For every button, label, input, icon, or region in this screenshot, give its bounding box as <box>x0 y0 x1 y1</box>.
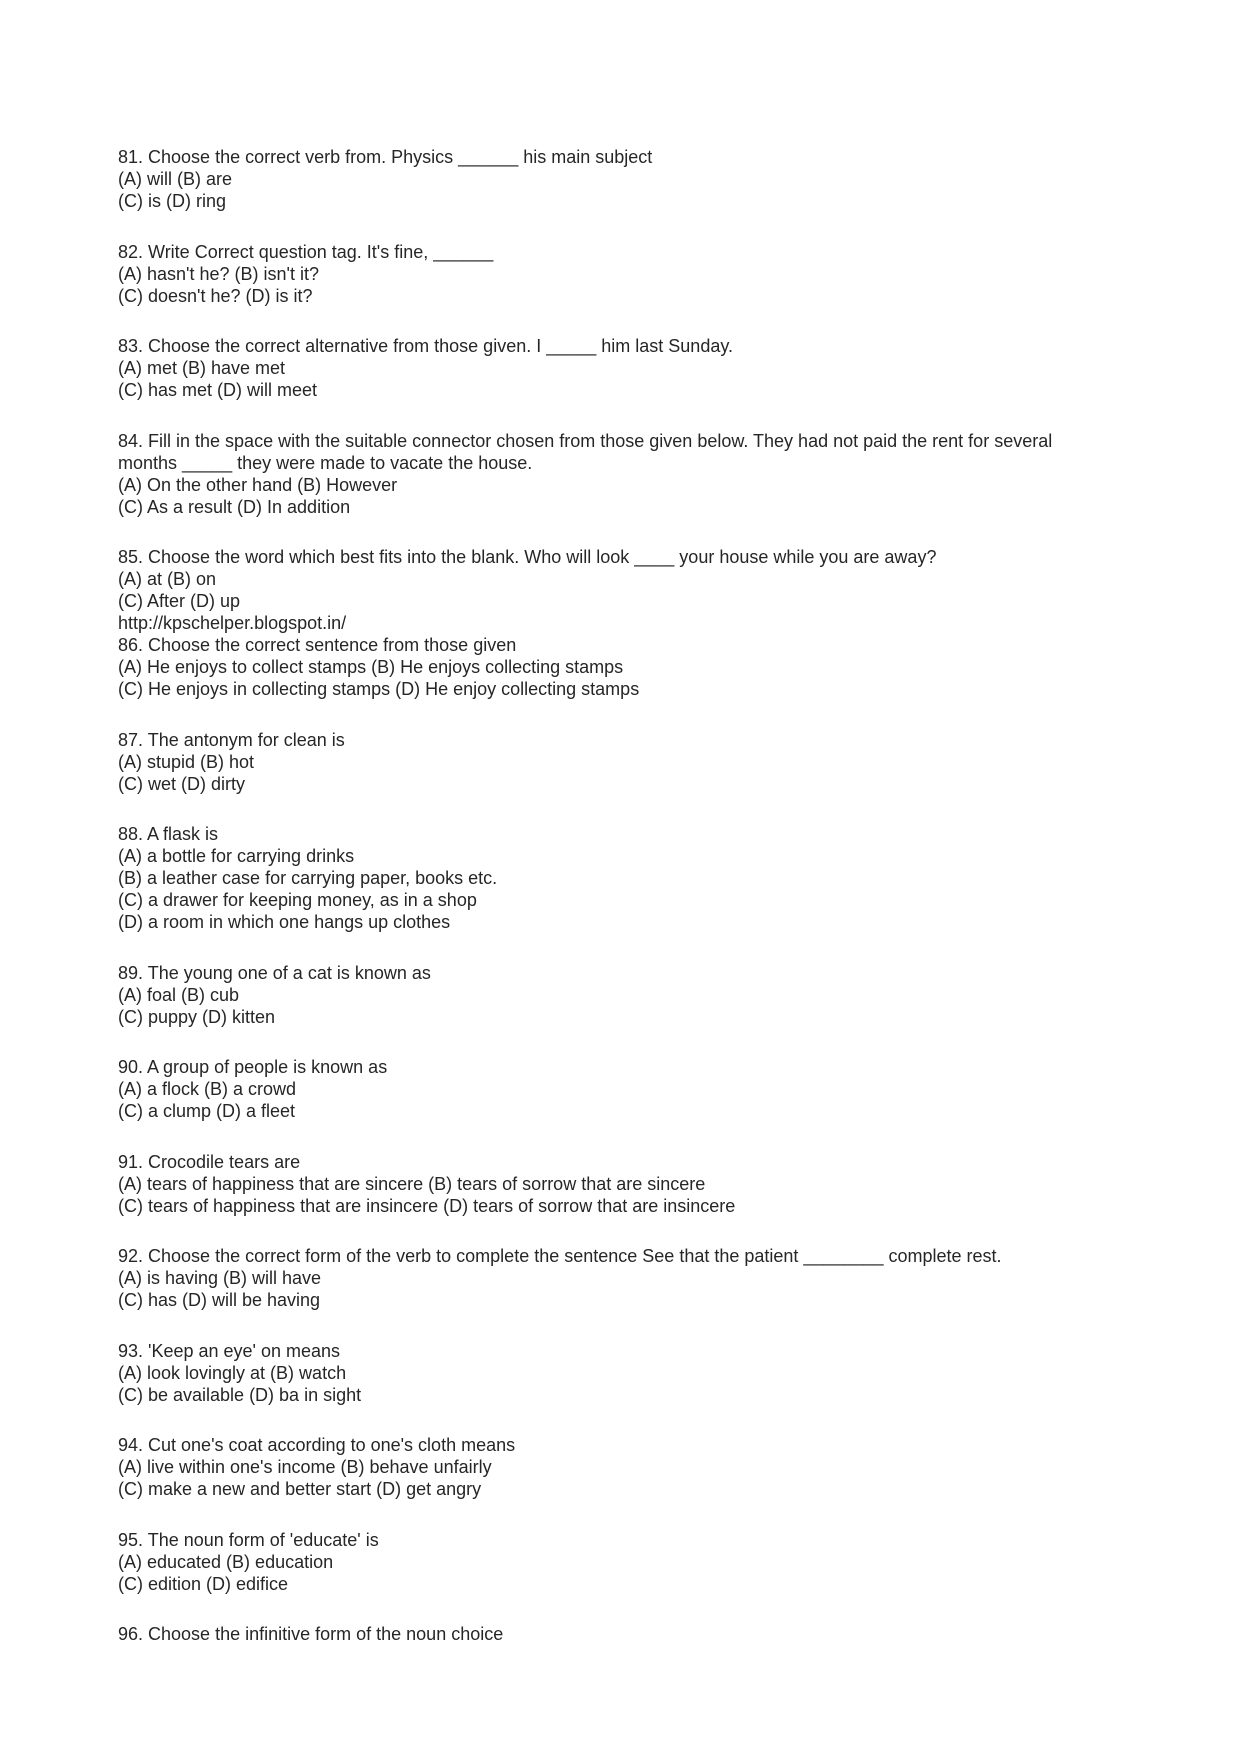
question-text: 86. Choose the correct sentence from those given <box>118 635 517 655</box>
question-block <box>118 1151 1108 1217</box>
question-block <box>118 823 1108 933</box>
answer-options: (C) has (D) will be having <box>118 1290 321 1310</box>
question-text: 87. The antonym for clean is <box>118 729 345 750</box>
question-text: 83. Choose the correct alternative from those given. I _____ him last Sunday. <box>118 336 734 356</box>
answer-options: (C) a drawer for keeping money, as in a shop <box>118 890 477 910</box>
answer-options: (A) met (B) have met <box>118 358 286 378</box>
question-block <box>118 1529 1108 1595</box>
document-page <box>118 146 1108 1674</box>
source-url-link[interactable]: http://kpschelper.blogspot.in/ <box>118 613 347 633</box>
answer-options: (C) As a result (D) In addition <box>118 496 351 517</box>
question-block <box>118 546 1108 700</box>
answer-options: (A) educated (B) education <box>118 1551 334 1572</box>
question-block <box>118 1056 1108 1122</box>
question-text: 85. Choose the word which best fits into the blank. Who will look ____ your house while you are away? <box>118 547 937 567</box>
answer-options: (A) tears of happiness that are sincere (B) tears of sorrow that are sincere <box>118 1173 706 1194</box>
answer-options: (C) He enjoys in collecting stamps (D) He enjoy collecting stamps <box>118 679 640 699</box>
question-block <box>118 241 1108 307</box>
question-text: 94. Cut one's coat according to one's cloth means <box>118 1435 516 1455</box>
answer-options: (A) will (B) are <box>118 169 233 189</box>
question-text: 93. 'Keep an eye' on means <box>118 1340 341 1361</box>
answer-options: (A) look lovingly at (B) watch <box>118 1362 347 1383</box>
answer-options: (C) be available (D) ba in sight <box>118 1384 362 1405</box>
question-text: 82. Write Correct question tag. It's fine, ______ <box>118 241 494 262</box>
question-text: 89. The young one of a cat is known as <box>118 962 431 983</box>
question-text: 90. A group of people is known as <box>118 1057 388 1077</box>
question-text: 88. A flask is <box>118 824 219 844</box>
question-text: 92. Choose the correct form of the verb to complete the sentence See that the patient ________ complete rest. <box>118 1246 1002 1266</box>
answer-options: (C) puppy (D) kitten <box>118 1006 276 1027</box>
question-block <box>118 1623 1108 1645</box>
answer-options: (A) On the other hand (B) However <box>118 474 398 495</box>
question-block <box>118 430 1108 518</box>
question-block <box>118 1340 1108 1406</box>
answer-options: (C) doesn't he? (D) is it? <box>118 285 313 306</box>
answer-options: (A) He enjoys to collect stamps (B) He enjoys collecting stamps <box>118 657 624 677</box>
question-text: 96. Choose the infinitive form of the noun choice <box>118 1624 504 1644</box>
answer-options: (A) a flock (B) a crowd <box>118 1079 297 1099</box>
answer-options: (C) After (D) up <box>118 591 241 611</box>
answer-options: (C) is (D) ring <box>118 191 226 211</box>
answer-options: (C) edition (D) edifice <box>118 1573 289 1594</box>
answer-options: (A) stupid (B) hot <box>118 751 255 772</box>
answer-options: (B) a leather case for carrying paper, books etc. <box>118 868 498 888</box>
answer-options: (A) a bottle for carrying drinks <box>118 846 355 866</box>
answer-options: (C) tears of happiness that are insincere (D) tears of sorrow that are insincere <box>118 1195 736 1216</box>
question-text: 91. Crocodile tears are <box>118 1151 301 1172</box>
answer-options: (A) foal (B) cub <box>118 984 240 1005</box>
question-text: 81. Choose the correct verb from. Physics ______ his main subject <box>118 147 653 167</box>
answer-options: (C) has met (D) will meet <box>118 380 318 400</box>
answer-options: (A) at (B) on <box>118 569 217 589</box>
question-block <box>118 1245 1108 1311</box>
answer-options: (D) a room in which one hangs up clothes <box>118 912 451 932</box>
answer-options: (C) a clump (D) a fleet <box>118 1101 296 1121</box>
question-block <box>118 729 1108 795</box>
question-block <box>118 962 1108 1028</box>
question-block <box>118 146 1108 212</box>
answer-options: (A) live within one's income (B) behave unfairly <box>118 1457 492 1477</box>
question-block <box>118 1434 1108 1500</box>
answer-options: (C) wet (D) dirty <box>118 773 245 794</box>
question-text: 84. Fill in the space with the suitable connector chosen from those given below. They had not paid the rent for several months _____ they were made to vacate the house. <box>118 430 1053 473</box>
question-text: 95. The noun form of 'educate' is <box>118 1529 379 1550</box>
question-block <box>118 335 1108 401</box>
answer-options: (A) hasn't he? (B) isn't it? <box>118 263 319 284</box>
answer-options: (A) is having (B) will have <box>118 1268 322 1288</box>
answer-options: (C) make a new and better start (D) get angry <box>118 1479 482 1499</box>
